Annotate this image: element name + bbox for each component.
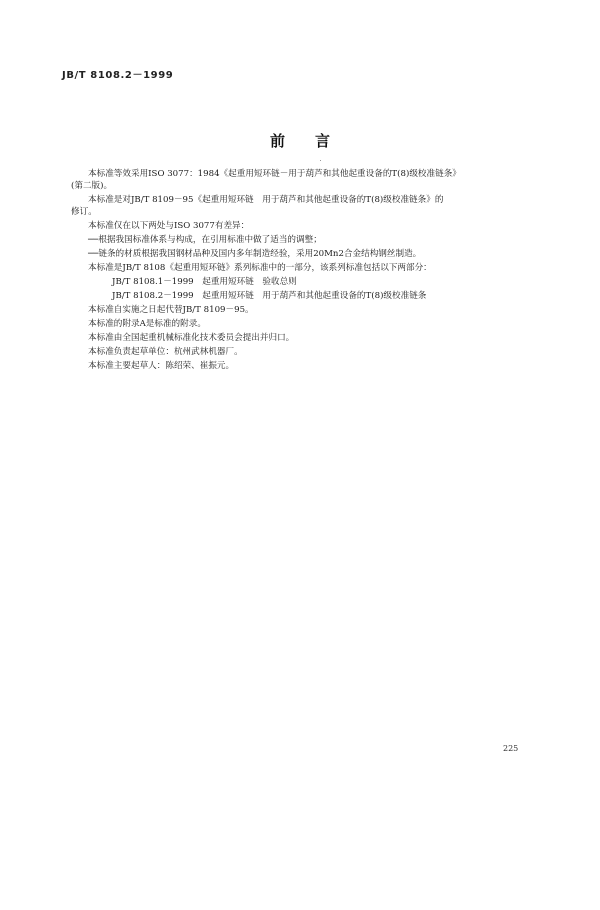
difference-item-2: ──链条的材质根据我国钢材品种及国内多年制造经验，采用20Mn2合金结构钢丝制造。: [88, 249, 422, 259]
paragraph-adoption: [71, 168, 548, 192]
paragraph-differences-intro: 本标准仅在以下两处与ISO 3077有差异：: [88, 221, 250, 231]
paragraph-drafting-unit: 本标准负责起草单位：杭州武林机器厂。: [88, 347, 243, 357]
scan-speck: [320, 160, 321, 161]
paragraph-adoption-line1: 本标准等效采用ISO 3077：1984《起重用短环链－用于葫芦和其他起重设备的T(8)级校准链条》: [88, 169, 461, 179]
paragraph-series: 本标准是JB/T 8108《起重用短环链》系列标准中的一部分，该系列标准包括以下两部分：: [88, 263, 432, 273]
paragraph-adoption-line2: (第二版)。: [71, 181, 113, 191]
standard-code: JB/T 8108.2－1999: [62, 70, 174, 81]
paragraph-revision-line2: 修订。: [71, 207, 97, 217]
page-title: 前言: [269, 132, 360, 150]
paragraph-replaces: 本标准自实施之日起代替JB/T 8109－95。: [88, 305, 254, 315]
paragraph-drafters: 本标准主要起草人：陈绍荣、崔振元。: [88, 361, 235, 371]
paragraph-revision: [71, 194, 548, 218]
series-part-2: JB/T 8108.2－1999 起重用短环链 用于葫芦和其他起重设备的T(8)级校准链条: [112, 291, 427, 301]
series-part-1: JB/T 8108.1－1999 起重用短环链 验收总则: [112, 277, 297, 287]
difference-item-1: ──根据我国标准体系与构成，在引用标准中做了适当的调整；: [88, 235, 322, 245]
foreword-body: [71, 168, 548, 374]
paragraph-revision-line1: 本标准是对JB/T 8109－95《起重用短环链 用于葫芦和其他起重设备的T(8)级校准链条》的: [88, 195, 444, 205]
paragraph-proposer: 本标准由全国起重机械标准化技术委员会提出并归口。: [88, 333, 295, 343]
paragraph-annex: 本标准的附录A是标准的附录。: [88, 319, 206, 329]
page-number: 225: [503, 744, 519, 753]
